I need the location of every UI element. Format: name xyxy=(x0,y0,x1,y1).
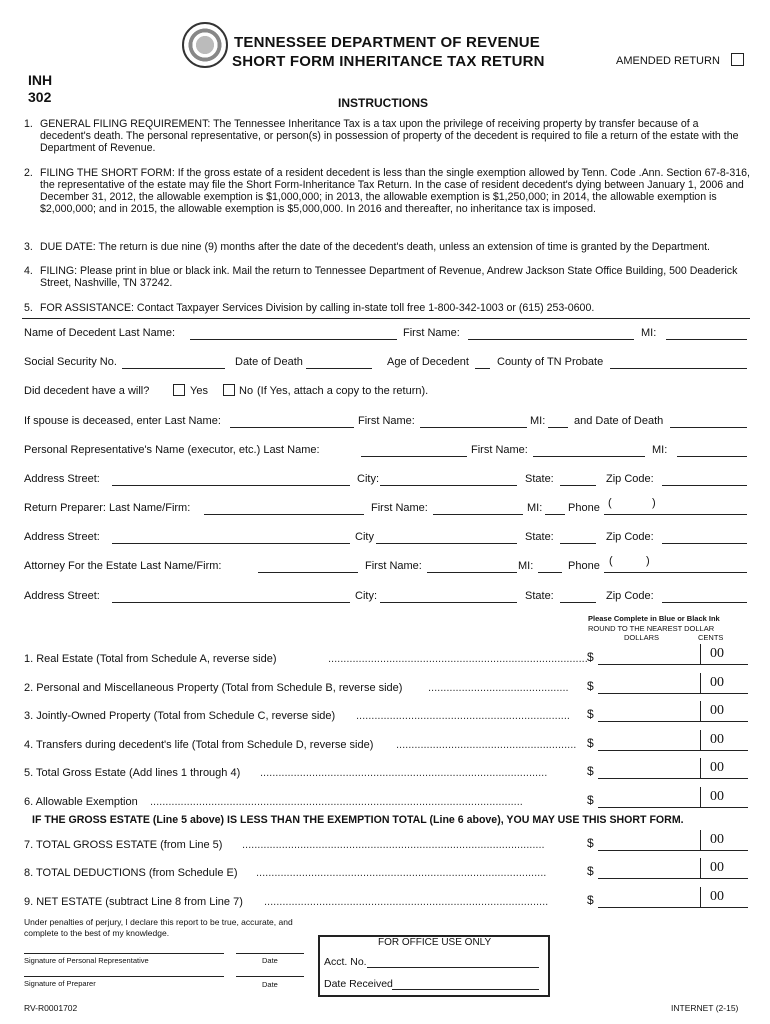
will-no-label: No xyxy=(239,385,254,397)
pr-last-name-field[interactable] xyxy=(361,456,467,457)
pr-date-label: Date xyxy=(262,956,278,965)
instruction-text: GENERAL FILING REQUIREMENT: The Tennessee Inheritance Tax is a tax upon the privilege of receiving property by transfer because of a decedent's death. The personal representative, or person(s) in possession of property of the decedent is required to file a return of the estate with the Department of Revenue. xyxy=(40,118,739,154)
pr-zip-label: Zip Code: xyxy=(606,473,654,485)
leader-dots: .............................................. xyxy=(428,682,569,694)
dollar-sign: $ xyxy=(587,836,594,850)
amount-field[interactable] xyxy=(598,807,748,808)
cents-divider xyxy=(700,758,701,779)
pr-mi-field[interactable] xyxy=(677,456,747,457)
pr-first-name-label: First Name: xyxy=(471,444,528,456)
pr-signature-date-field[interactable] xyxy=(236,953,304,954)
instruction-number: 4. xyxy=(24,265,33,277)
instruction-text: DUE DATE: The return is due nine (9) months after the date of the decedent's death, unless an extension of time is granted by the Department. xyxy=(40,241,710,253)
instruction-number: 3. xyxy=(24,241,33,253)
attorney-zip-label: Zip Code: xyxy=(606,590,654,602)
pr-city-field[interactable] xyxy=(380,485,517,486)
cents-divider xyxy=(700,701,701,722)
attorney-name-label: Attorney For the Estate Last Name/Firm: xyxy=(24,560,222,572)
dollar-sign: $ xyxy=(587,893,594,907)
pr-mi-label: MI: xyxy=(652,444,668,456)
leader-dots: ...................................................................... xyxy=(356,710,570,722)
leader-dots: .............................................................................................. xyxy=(260,767,548,779)
attorney-state-field[interactable] xyxy=(560,602,596,603)
cents-value: 00 xyxy=(710,675,724,690)
preparer-state-field[interactable] xyxy=(560,543,596,544)
attorney-mi-label: MI: xyxy=(518,560,534,572)
preparer-signature-field[interactable] xyxy=(24,976,224,977)
form-title-return: SHORT FORM INHERITANCE TAX RETURN xyxy=(232,53,545,70)
date-received-field[interactable] xyxy=(392,989,539,990)
section-divider xyxy=(22,318,750,319)
age-label: Age of Decedent xyxy=(387,356,469,368)
date-of-death-field[interactable] xyxy=(306,368,372,369)
cents-divider xyxy=(700,887,701,908)
amount-field[interactable] xyxy=(598,721,748,722)
amount-line-label: 1. Real Estate (Total from Schedule A, reverse side) xyxy=(24,653,277,665)
form-code-inh: INH xyxy=(28,72,53,88)
tennessee-state-seal xyxy=(182,22,228,68)
date-of-death-label: Date of Death xyxy=(235,356,303,368)
amount-line-label: 6. Allowable Exemption xyxy=(24,796,138,808)
cents-divider xyxy=(700,787,701,808)
spouse-last-name-label: If spouse is deceased, enter Last Name: xyxy=(24,415,221,427)
instruction-4 xyxy=(24,265,750,289)
acct-no-field[interactable] xyxy=(367,967,539,968)
perjury-statement-line2: complete to the best of my knowledge. xyxy=(24,928,170,938)
spouse-mi-label: MI: xyxy=(530,415,546,427)
cents-divider xyxy=(700,644,701,665)
pr-last-name-label: Personal Representative's Name (executor, etc.) Last Name: xyxy=(24,444,320,456)
cents-value: 00 xyxy=(710,646,724,661)
amount-line-label: 3. Jointly-Owned Property (Total from Schedule C, reverse side) xyxy=(24,710,336,722)
instruction-text: FILING: Please print in blue or black ink. Mail the return to Tennessee Department of Revenue, Andrew Jackson State Office Building, 500 Deaderick Street, Nashville, TN 37242. xyxy=(40,265,738,289)
dollars-header: DOLLARS xyxy=(624,633,660,642)
preparer-phone-label: Phone xyxy=(568,502,600,514)
will-yes-label: Yes xyxy=(190,385,208,397)
form-title-department: TENNESSEE DEPARTMENT OF REVENUE xyxy=(234,34,540,51)
dollar-sign: $ xyxy=(587,707,594,721)
amount-line-label: 9. NET ESTATE (subtract Line 8 from Line 7) xyxy=(24,896,243,908)
leader-dots: ............................................................................................... xyxy=(256,867,547,879)
attorney-phone-label: Phone xyxy=(568,560,600,572)
preparer-mi-field[interactable] xyxy=(545,514,565,515)
preparer-signature-date-field[interactable] xyxy=(236,976,304,977)
amount-field[interactable] xyxy=(598,664,748,665)
spouse-first-name-field[interactable] xyxy=(420,427,527,428)
cents-divider xyxy=(700,730,701,751)
leader-dots: ............................................................................................. xyxy=(264,896,549,908)
attorney-name-field[interactable] xyxy=(258,572,358,573)
form-id: RV-R0001702 xyxy=(24,1003,78,1013)
dollar-sign: $ xyxy=(587,679,594,693)
cents-divider xyxy=(700,858,701,879)
decedent-first-name-field[interactable] xyxy=(468,339,634,340)
instruction-5 xyxy=(24,302,750,314)
pr-city-label: City: xyxy=(357,473,379,485)
leader-dots: .......................................................................................................................... xyxy=(150,796,523,808)
spouse-last-name-field[interactable] xyxy=(230,427,354,428)
ssn-field[interactable] xyxy=(122,368,225,369)
attorney-address-label: Address Street: xyxy=(24,590,100,602)
leader-dots: ..................................................................................... xyxy=(328,653,588,665)
attorney-state-label: State: xyxy=(525,590,554,602)
preparer-signature-label: Signature of Preparer xyxy=(24,979,96,988)
spouse-date-of-death-field[interactable] xyxy=(670,427,747,428)
will-attach-note: (If Yes, attach a copy to the return). xyxy=(257,385,429,397)
preparer-phone-field[interactable] xyxy=(604,514,747,515)
will-no-checkbox[interactable] xyxy=(223,384,235,396)
attorney-first-name-label: First Name: xyxy=(365,560,422,572)
age-field[interactable] xyxy=(475,368,490,369)
cents-value: 00 xyxy=(710,889,724,904)
attorney-phone-field[interactable] xyxy=(604,572,747,573)
preparer-phone-open-paren: ( xyxy=(608,497,612,509)
round-note: ROUND TO THE NEAREST DOLLAR xyxy=(588,624,715,633)
pr-first-name-field[interactable] xyxy=(533,456,645,457)
instruction-number: 1. xyxy=(24,118,33,130)
amount-line-label: 7. TOTAL GROSS ESTATE (from Line 5) xyxy=(24,839,223,851)
instruction-text: FILING THE SHORT FORM: If the gross estate of a resident decedent is less than the single exemption allowed by Tenn. Code .Ann. Section 67-8-316, the representative of the estate may file the Short Form-Inheritance Tax Return. In the case of resident decedent's dying between January 1, 2006 and December 31, 2012, the allowable exemption is $1,000,000; in 2013, the allowable exemption is $1,250,000; in 2014, the allowable exemption is $2,000,000; and in 2015, the allowable exemption is $5,000,000. In 2016 and thereafter, no inheritance tax is imposed. xyxy=(40,167,750,215)
date-received-label: Date Received xyxy=(324,978,393,990)
amount-field[interactable] xyxy=(598,693,748,694)
amended-return-checkbox[interactable] xyxy=(731,53,744,66)
county-field[interactable] xyxy=(610,368,747,369)
amount-field[interactable] xyxy=(598,778,748,779)
preparer-mi-label: MI: xyxy=(527,502,543,514)
amount-field[interactable] xyxy=(598,907,748,908)
attorney-address-field[interactable] xyxy=(112,602,350,603)
instruction-3 xyxy=(24,241,750,253)
instructions-heading: INSTRUCTIONS xyxy=(338,96,428,110)
preparer-date-label: Date xyxy=(262,980,278,989)
cents-value: 00 xyxy=(710,789,724,804)
cents-value: 00 xyxy=(710,703,724,718)
cents-value: 00 xyxy=(710,760,724,775)
preparer-first-name-label: First Name: xyxy=(371,502,428,514)
internet-version: INTERNET (2-15) xyxy=(671,1003,739,1013)
preparer-address-field[interactable] xyxy=(112,543,350,544)
attorney-phone-close-paren: ) xyxy=(646,555,650,567)
attorney-city-field[interactable] xyxy=(380,602,517,603)
cents-value: 00 xyxy=(710,832,724,847)
amount-line-label: 5. Total Gross Estate (Add lines 1 through 4) xyxy=(24,767,241,779)
ink-note: Please Complete in Blue or Black Ink xyxy=(588,614,720,623)
amount-line-label: 8. TOTAL DEDUCTIONS (from Schedule E) xyxy=(24,867,238,879)
cents-value: 00 xyxy=(710,732,724,747)
attorney-city-label: City: xyxy=(355,590,377,602)
pr-zip-field[interactable] xyxy=(662,485,747,486)
pr-signature-field[interactable] xyxy=(24,953,224,954)
decedent-last-name-field[interactable] xyxy=(190,339,397,340)
amount-field[interactable] xyxy=(598,750,748,751)
preparer-zip-field[interactable] xyxy=(662,543,747,544)
will-question: Did decedent have a will? xyxy=(24,385,150,397)
preparer-phone-close-paren: ) xyxy=(652,497,656,509)
will-yes-checkbox[interactable] xyxy=(173,384,185,396)
instruction-number: 2. xyxy=(24,167,33,179)
acct-no-label: Acct. No. xyxy=(324,956,367,968)
preparer-state-label: State: xyxy=(525,531,554,543)
spouse-first-name-label: First Name: xyxy=(358,415,415,427)
spouse-mi-field[interactable] xyxy=(548,427,568,428)
amount-line-label: 2. Personal and Miscellaneous Property (Total from Schedule B, reverse side) xyxy=(24,682,403,694)
dollar-sign: $ xyxy=(587,764,594,778)
attorney-phone-open-paren: ( xyxy=(609,555,613,567)
preparer-city-label: City xyxy=(355,531,374,543)
ssn-label: Social Security No. xyxy=(24,356,117,368)
perjury-statement-line1: Under penalties of perjury, I declare this report to be true, accurate, and xyxy=(24,917,293,927)
leader-dots: ................................................................................................... xyxy=(242,839,545,851)
amended-return-label: AMENDED RETURN xyxy=(616,55,720,67)
pr-state-label: State: xyxy=(525,473,554,485)
cents-value: 00 xyxy=(710,860,724,875)
instruction-number: 5. xyxy=(24,302,33,314)
amount-field[interactable] xyxy=(598,850,748,851)
cents-divider xyxy=(700,673,701,694)
attorney-first-name-field[interactable] xyxy=(427,572,517,573)
pr-state-field[interactable] xyxy=(560,485,596,486)
instruction-1 xyxy=(24,118,750,154)
pr-address-label: Address Street: xyxy=(24,473,100,485)
form-code-302: 302 xyxy=(28,89,52,105)
dollar-sign: $ xyxy=(587,736,594,750)
amount-field[interactable] xyxy=(598,878,748,879)
dollar-sign: $ xyxy=(587,650,594,664)
pr-address-field[interactable] xyxy=(112,485,350,486)
instruction-2 xyxy=(24,167,750,215)
preparer-address-label: Address Street: xyxy=(24,531,100,543)
short-form-eligibility-notice: IF THE GROSS ESTATE (Line 5 above) IS LESS THAN THE EXEMPTION TOTAL (Line 6 above), YOU MAY USE THIS SHORT FORM. xyxy=(32,814,684,826)
county-label: County of TN Probate xyxy=(497,356,604,368)
preparer-name-field[interactable] xyxy=(204,514,364,515)
attorney-zip-field[interactable] xyxy=(662,602,747,603)
preparer-first-name-field[interactable] xyxy=(433,514,523,515)
preparer-zip-label: Zip Code: xyxy=(606,531,654,543)
preparer-city-field[interactable] xyxy=(376,543,517,544)
decedent-mi-field[interactable] xyxy=(666,339,747,340)
cents-header: CENTS xyxy=(698,633,724,642)
instruction-text: FOR ASSISTANCE: Contact Taxpayer Services Division by calling in-state toll free 1-800-342-1003 or (615) 253-0600. xyxy=(40,302,595,314)
spouse-date-of-death-label: and Date of Death xyxy=(574,415,664,427)
preparer-name-label: Return Preparer: Last Name/Firm: xyxy=(24,502,191,514)
attorney-mi-field[interactable] xyxy=(538,572,562,573)
office-use-title: FOR OFFICE USE ONLY xyxy=(378,937,492,948)
leader-dots: ........................................................... xyxy=(396,739,577,751)
decedent-first-name-label: First Name: xyxy=(403,327,460,339)
pr-signature-label: Signature of Personal Representative xyxy=(24,956,149,965)
decedent-mi-label: MI: xyxy=(641,327,657,339)
decedent-last-name-label: Name of Decedent Last Name: xyxy=(24,327,176,339)
cents-divider xyxy=(700,830,701,851)
dollar-sign: $ xyxy=(587,793,594,807)
dollar-sign: $ xyxy=(587,864,594,878)
amount-line-label: 4. Transfers during decedent's life (Total from Schedule D, reverse side) xyxy=(24,739,374,751)
